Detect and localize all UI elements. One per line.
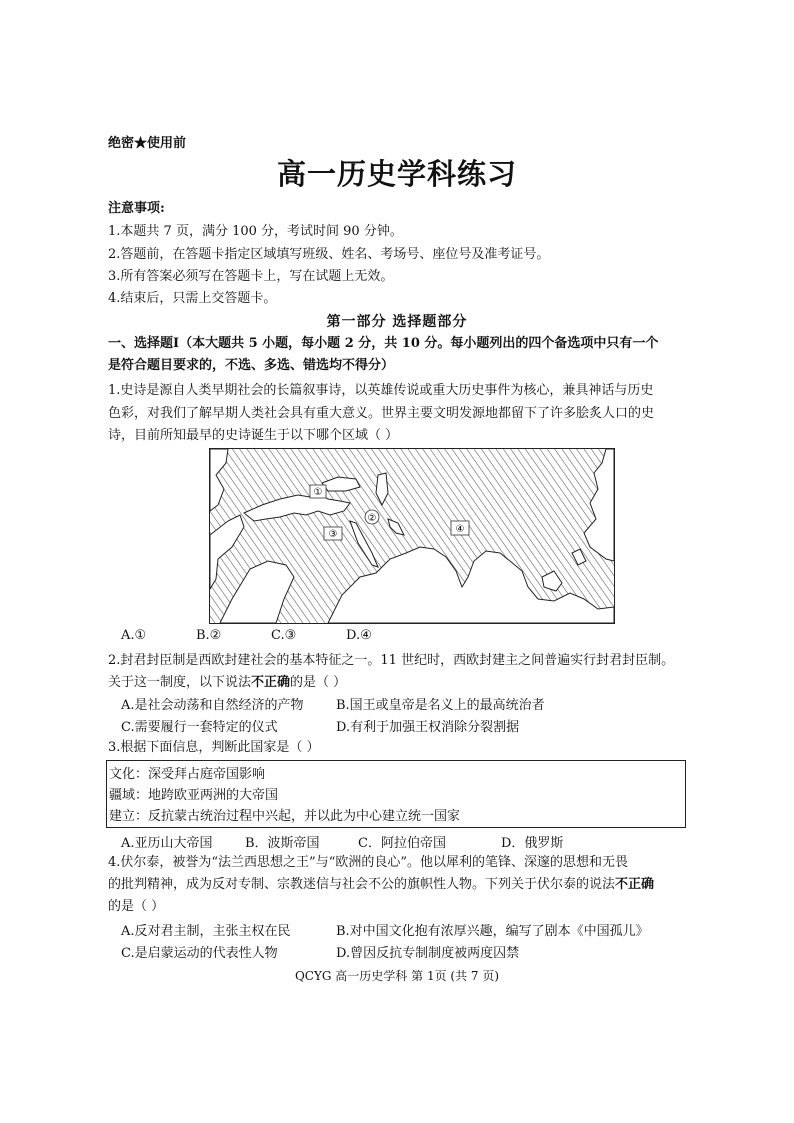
q2-text: 2.封君封臣制是西欧封建社会的基本特征之一。11 世纪时，西欧封建主之间普遍实行封君封臣制。 [108,653,675,668]
q4-option-b: B.对中国文化抱有浓厚兴趣，编写了剧本《中国孤儿》 [336,924,649,939]
map-label-3: ③ [328,529,338,540]
q1-option-c: C.③ [271,628,297,643]
q1-text: 色彩，对我们了解早期人类社会具有重大意义。世界主要文明发源地都留下了许多脍炙人口的史 [108,406,655,421]
notice-item: 2.答题前，在答题卡指定区域填写班级、姓名、考场号、座位号及准考证号。 [108,247,550,262]
q2-option-c: C.需要履行一套特定的仪式 [121,720,278,735]
q3-option-d: D．俄罗斯 [501,836,564,851]
page-title: 高一历史学科练习 [276,157,517,191]
q3-option-a: A.亚历山大帝国 [121,836,213,851]
map-label-1: ① [313,487,323,498]
q2-option-d: D.有利于加强王权消除分裂割据 [336,720,520,735]
q2-option-b: B.国王或皇帝是名义上的最高统治者 [336,698,545,713]
emphasis: 不正确 [615,877,655,892]
notice-item: 4.结束后，只需上交答题卡。 [108,291,277,306]
q4-option-a: A.反对君主制，主张主权在民 [121,924,291,939]
page-footer: QCYG 高一历史学科 第 1页 (共 7 页) [294,969,500,983]
map-marker-4 [451,521,469,535]
q3-option-c: C．阿拉伯帝国 [358,836,446,851]
world-map-figure [209,448,615,624]
map-label-4: ④ [455,524,465,535]
emphasis: 不正确 [251,675,291,690]
section-instructions-cont: 是符合题目要求的，不选、多选、错选均不得分） [108,358,395,373]
q4-option-d: D.曾因反抗专制制度被两度囚禁 [336,946,520,961]
info-line-territory: 疆域：地跨欧亚两洲的大帝国 [109,788,279,803]
q1-option-a: A.① [121,628,147,643]
info-line-culture: 文化：深受拜占庭帝国影响 [109,767,266,782]
q4-text: 4.伏尔泰，被誉为“法兰西思想之王”与“欧洲的良心”。他以犀利的笔锋、深邃的思想和无畏 [108,855,628,870]
q2-text-line2: 关于这一制度，以下说法不正确的是（ ） [108,675,347,690]
q1-option-d: D.④ [346,628,372,643]
notice-item: 1.本题共 7 页，满分 100 分，考试时间 90 分钟。 [108,224,403,239]
q2-option-a: A.是社会动荡和自然经济的产物 [121,698,304,713]
q4-text: 的是（ ） [108,899,165,914]
q1-text: 诗，目前所知最早的史诗诞生于以下哪个区域（ ） [108,428,399,443]
info-line-founding: 建立：反抗蒙古统治过程中兴起，并以此为中心建立统一国家 [109,809,461,824]
q1-text: 1.史诗是源自人类早期社会的长篇叙事诗，以英雄传说或重大历史事件为核心，兼具神话与历史 [108,383,654,398]
q3-option-b: B．波斯帝国 [245,836,320,851]
map-label-2: ② [367,513,377,524]
q4-text-line2: 的批判精神，成为反对专制、宗教迷信与社会不公的旗帜性人物。下列关于伏尔泰的说法不正确 [108,877,655,892]
q4-option-c: C.是启蒙运动的代表性人物 [121,946,278,961]
q3-text: 3.根据下面信息，判断此国家是（ ） [108,740,320,755]
part-heading: 第一部分 选择题部分 [326,314,468,330]
confidential-mark: 绝密★使用前 [108,136,187,151]
map-marker-3 [324,527,342,540]
section-instructions: 一、选择题Ⅰ（本大题共 5 小题，每小题 2 分，共 10 分。每小题列出的四个备选项中只有一个 [108,336,659,351]
world-map-svg [210,449,614,623]
map-marker-2 [365,510,379,524]
notice-item: 3.所有答案必须写在答题卡上，写在试题上无效。 [108,269,394,284]
map-marker-1 [310,485,326,498]
info-box [106,760,686,828]
q1-option-b: B.② [196,628,222,643]
notice-title: 注意事项: [108,201,165,216]
